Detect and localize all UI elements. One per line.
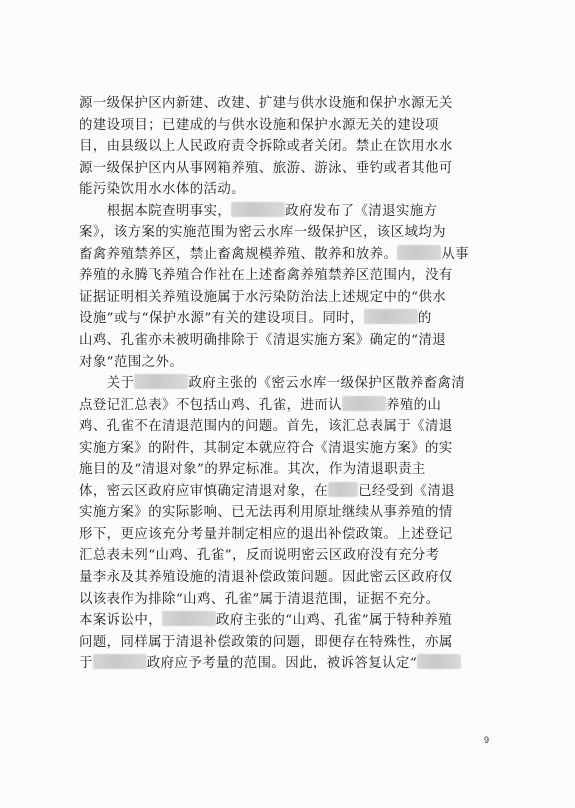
text-line <box>79 330 499 352</box>
text-fragment: 形下，更应该充分考量并制定相应的退出补偿政策。上述登记 <box>79 526 453 542</box>
text-fragment: 政府主张的《密云水库一级保护区散养畜禽清 <box>188 376 466 392</box>
redaction-mark <box>328 482 358 497</box>
text-line <box>79 459 499 481</box>
text-fragment: 养殖的永腾飞养殖合作社在上述畜禽养殖禁养区范围内，没有 <box>79 268 453 284</box>
text-line <box>79 93 499 115</box>
text-line <box>79 481 499 503</box>
text-fragment: 于 <box>79 656 93 672</box>
text-fragment: 量李永及其养殖设施的清退补偿政策问题。因此密云区政府仅 <box>79 570 453 586</box>
redaction-mark <box>417 654 461 669</box>
redaction-mark <box>162 611 216 626</box>
text-line <box>79 244 499 266</box>
text-line <box>79 610 499 632</box>
text-fragment: 鸡、孔雀不在清退范围内的问题。首先，该汇总表属于《清退 <box>79 419 453 435</box>
text-line <box>79 502 499 524</box>
text-line <box>79 632 499 654</box>
text-line <box>79 158 499 180</box>
text-fragment: 畜禽养殖禁养区，禁止畜禽规模养殖、散养和放养。 <box>79 246 398 262</box>
text-line <box>79 352 499 374</box>
text-fragment: 施目的及“清退对象”的界定标准。其次，作为清退职责主 <box>79 462 426 478</box>
text-fragment: 证据证明相关养殖设施属于水污染防治法上述规定中的“供水 <box>79 289 447 305</box>
text-line <box>79 265 499 287</box>
page-number: 9 <box>484 735 490 745</box>
text-line <box>79 589 499 611</box>
text-line <box>79 395 499 417</box>
text-fragment: 对象”范围之外。 <box>79 354 184 370</box>
text-fragment: 根据本院查明事实， <box>106 203 232 219</box>
text-fragment: 点登记汇总表》不包括山鸡、孔雀，进而认 <box>79 397 342 413</box>
text-fragment: 政府发布了《清退实施方 <box>285 203 438 219</box>
text-fragment: 养殖的山 <box>385 397 442 413</box>
text-fragment: 源一级保护区内新建、改建、扩建与供水设施和保护水源无关 <box>79 96 453 111</box>
redaction-mark <box>231 202 285 217</box>
text-line <box>79 438 499 460</box>
text-line <box>79 136 499 158</box>
text-fragment: 的建设项目；已建成的与供水设施和保护水源无关的建设项 <box>79 117 439 133</box>
redaction-mark <box>93 654 147 669</box>
text-line <box>79 115 499 137</box>
text-line <box>79 287 499 309</box>
redaction-mark <box>134 374 188 389</box>
redaction-mark <box>342 396 386 411</box>
text-fragment: 关于 <box>106 376 135 392</box>
text-fragment: 案》，该方案的实施范围为密云水库一级保护区，该区域均为 <box>79 225 446 241</box>
text-line <box>79 373 499 395</box>
text-line <box>79 545 499 567</box>
text-line <box>79 653 499 675</box>
text-fragment: 汇总表未列“山鸡、孔雀”，反而说明密云区政府没有充分考 <box>79 548 440 564</box>
text-fragment: 政府应予考量的范围。因此，被诉答复认定“ <box>146 656 418 672</box>
text-line <box>79 179 499 201</box>
text-line <box>79 201 499 223</box>
text-line <box>79 416 499 438</box>
text-line <box>79 567 499 589</box>
text-fragment: 的 <box>417 311 432 327</box>
text-fragment: 源一级保护区内从事网箱养殖、旅游、游泳、垂钓或者其他可 <box>79 160 453 176</box>
text-fragment: 从事 <box>441 246 470 262</box>
text-fragment: 实施方案》的附件，其制定本就应符合《清退实施方案》的实 <box>79 440 453 456</box>
text-line <box>79 222 499 244</box>
redaction-mark <box>397 245 441 260</box>
text-fragment: 设施”或与“保护水源”有关的建设项目。同时， <box>79 311 364 327</box>
text-fragment: 能污染饮用水水体的活动。 <box>79 182 246 198</box>
text-fragment: 政府主张的“山鸡、孔雀”属于特种养殖 <box>216 613 453 629</box>
text-line <box>79 524 499 546</box>
text-fragment: 问题，同样属于清退补偿政策的问题，即便存在特殊性，亦属 <box>79 634 453 650</box>
body-text <box>79 93 499 675</box>
text-fragment: 实施方案》的实际影响、已无法再利用原址继续从事养殖的情 <box>79 505 453 521</box>
redaction-mark <box>364 309 418 324</box>
text-line <box>79 308 499 330</box>
text-fragment: 山鸡、孔雀亦未被明确排除于《清退实施方案》确定的“清退 <box>79 333 447 349</box>
text-fragment: 已经受到《清退 <box>358 483 456 499</box>
text-fragment: 本案诉讼中， <box>79 613 163 629</box>
text-fragment: 以该表作为排除“山鸡、孔雀”属于清退范围，证据不充分。 <box>79 591 440 607</box>
text-fragment: 目，由县级以上人民政府责令拆除或者关闭。禁止在饮用水水 <box>79 139 453 155</box>
text-fragment: 体，密云区政府应审慎确定清退对象，在 <box>79 483 329 499</box>
